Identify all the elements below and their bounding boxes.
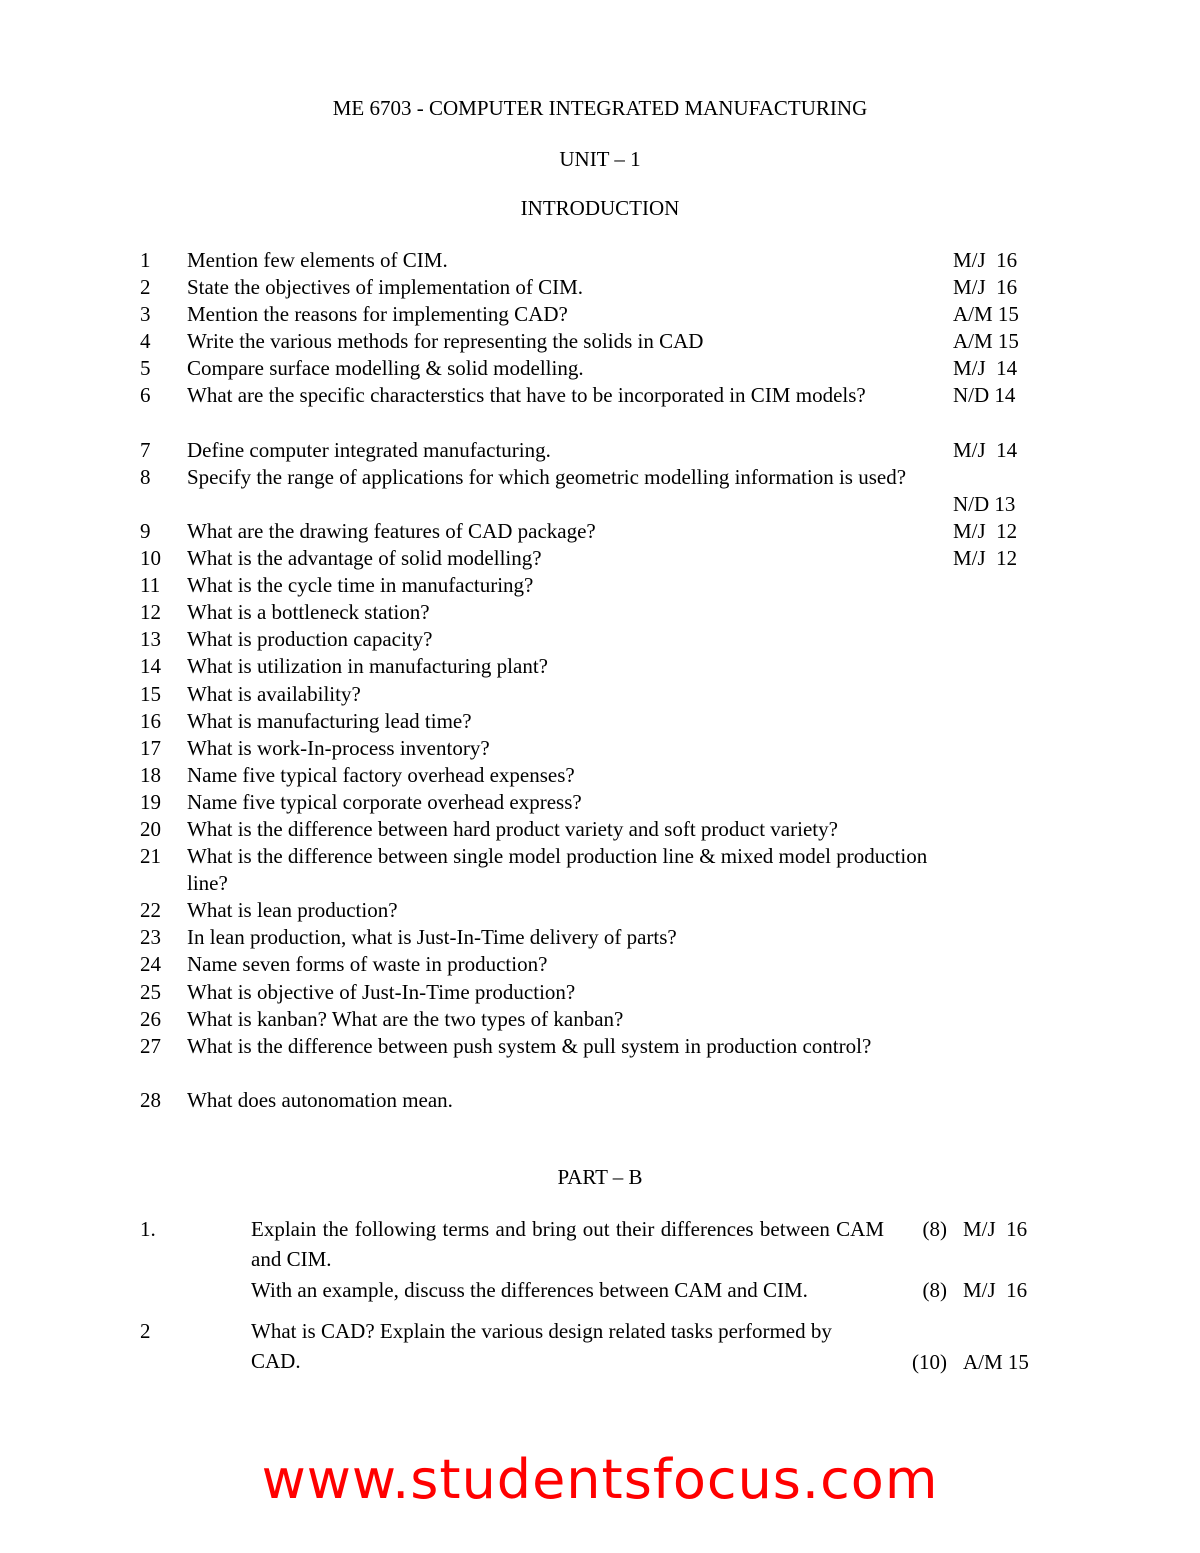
question-row xyxy=(0,816,1200,843)
question-text: What is utilization in manufacturing plant? xyxy=(187,654,548,679)
question-number: 16 xyxy=(140,708,161,733)
question-number: 1 xyxy=(140,248,151,272)
exam-reference: M/J 12 xyxy=(953,518,1018,543)
question-text: Specify the range of applications for which geometric modelling information is used? xyxy=(187,464,907,489)
question-number: 19 xyxy=(140,789,161,814)
question-number: 27 xyxy=(140,1033,161,1058)
question-text: What does autonomation mean. xyxy=(187,1087,453,1112)
question-number: 10 xyxy=(140,546,161,571)
question-row xyxy=(0,301,1200,328)
exam-reference: M/J 14 xyxy=(953,356,1018,381)
question-text: Mention few elements of CIM. xyxy=(187,248,448,272)
question-marks: (8) xyxy=(922,1278,947,1302)
question-text: What is the cycle time in manufacturing? xyxy=(187,573,534,598)
question-text: State the objectives of implementation of CIM. xyxy=(187,275,583,300)
question-row xyxy=(0,843,1200,897)
question-marks: (8) xyxy=(922,1217,947,1241)
section-heading: INTRODUCTION xyxy=(520,196,680,220)
question-number: 12 xyxy=(140,600,161,625)
question-text: What are the specific characterstics that have to be incorporated in CIM models? xyxy=(187,383,866,408)
question-text: Compare surface modelling & solid modelling. xyxy=(187,356,584,381)
exam-reference: M/J 16 xyxy=(953,275,1018,300)
question-number: 5 xyxy=(140,356,151,381)
question-number: 14 xyxy=(140,654,161,679)
question-number: 1. xyxy=(140,1217,156,1241)
question-row xyxy=(0,789,1200,816)
question-row xyxy=(0,762,1200,789)
question-number: 4 xyxy=(140,329,151,354)
question-number: 11 xyxy=(140,573,161,598)
question-text: What is kanban? What are the two types of kanban? xyxy=(187,1006,624,1031)
exam-reference: N/D 13 xyxy=(953,491,1016,516)
question-marks: (10) xyxy=(912,1350,947,1374)
question-number: 9 xyxy=(140,518,151,543)
question-number: 2 xyxy=(140,1319,151,1343)
exam-reference: A/M 15 xyxy=(953,302,1019,327)
question-number: 13 xyxy=(140,627,161,652)
question-number: 3 xyxy=(140,302,151,327)
question-row xyxy=(0,464,1200,518)
question-row xyxy=(0,247,1200,274)
website-watermark: www.studentsfocus.com xyxy=(261,1448,939,1511)
question-number: 15 xyxy=(140,681,161,706)
question-row xyxy=(0,382,1200,436)
question-number: 20 xyxy=(140,816,161,841)
question-row xyxy=(0,599,1200,626)
question-row xyxy=(0,355,1200,382)
question-text: In lean production, what is Just-In-Time delivery of parts? xyxy=(187,925,677,950)
question-row xyxy=(0,1087,1200,1114)
question-number: 28 xyxy=(140,1087,161,1112)
question-row xyxy=(0,951,1200,978)
question-text: What is the difference between push system & pull system in production control? xyxy=(187,1033,872,1058)
question-number: 25 xyxy=(140,979,161,1004)
exam-reference: A/M 15 xyxy=(963,1350,1029,1374)
question-text: Write the various methods for representing the solids in CAD xyxy=(187,329,704,354)
question-row xyxy=(0,681,1200,708)
exam-reference: A/M 15 xyxy=(953,329,1019,354)
question-number: 26 xyxy=(140,1006,161,1031)
exam-reference: M/J 16 xyxy=(963,1217,1028,1241)
question-number: 2 xyxy=(140,275,151,300)
question-number: 7 xyxy=(140,437,151,462)
question-text: Explain the following terms and bring out their differences between CAM and CIM. xyxy=(251,1217,884,1271)
question-row xyxy=(0,979,1200,1006)
question-row xyxy=(0,1033,1200,1087)
question-row xyxy=(0,572,1200,599)
question-number: 24 xyxy=(140,952,161,977)
question-text: Define computer integrated manufacturing. xyxy=(187,437,551,462)
question-row xyxy=(0,924,1200,951)
question-number: 21 xyxy=(140,844,161,869)
question-text: What is the difference between hard product variety and soft product variety? xyxy=(187,816,838,841)
question-row xyxy=(0,897,1200,924)
question-text: What is CAD? Explain the various design related tasks performed by CAD. xyxy=(251,1319,832,1373)
question-text: Name five typical corporate overhead express? xyxy=(187,789,582,814)
question-row xyxy=(0,653,1200,680)
question-row xyxy=(0,274,1200,301)
part-a-question-list xyxy=(0,247,1200,1114)
exam-reference: N/D 14 xyxy=(953,383,1016,408)
question-row xyxy=(0,708,1200,735)
unit-heading: UNIT – 1 xyxy=(559,147,641,171)
question-row xyxy=(0,626,1200,653)
question-row xyxy=(0,735,1200,762)
document-title: ME 6703 - COMPUTER INTEGRATED MANUFACTURING xyxy=(332,96,868,120)
question-text: What is availability? xyxy=(187,681,361,706)
question-number: 22 xyxy=(140,898,161,923)
question-number: 8 xyxy=(140,464,151,489)
question-row xyxy=(0,328,1200,355)
question-text: What is production capacity? xyxy=(187,627,433,652)
question-row xyxy=(0,545,1200,572)
question-row xyxy=(0,1006,1200,1033)
question-text: What are the drawing features of CAD package? xyxy=(187,518,596,543)
question-text: What is the advantage of solid modelling? xyxy=(187,546,542,571)
question-text: What is a bottleneck station? xyxy=(187,600,430,625)
question-number: 18 xyxy=(140,762,161,787)
question-text: What is manufacturing lead time? xyxy=(187,708,472,733)
question-number: 23 xyxy=(140,925,161,950)
question-text: What is lean production? xyxy=(187,898,398,923)
exam-reference: M/J 16 xyxy=(953,248,1018,272)
question-text: What is work-In-process inventory? xyxy=(187,735,490,760)
exam-reference: M/J 16 xyxy=(963,1278,1028,1302)
exam-reference: M/J 12 xyxy=(953,546,1018,571)
part-b-heading: PART – B xyxy=(557,1165,643,1189)
question-text: Name five typical factory overhead expenses? xyxy=(187,762,575,787)
question-text: Mention the reasons for implementing CAD? xyxy=(187,302,568,327)
question-text: What is the difference between single model production line & mixed model production line? xyxy=(187,844,928,896)
question-text: Name seven forms of waste in production? xyxy=(187,952,548,977)
question-row xyxy=(0,437,1200,464)
question-number: 6 xyxy=(140,383,151,408)
exam-reference: M/J 14 xyxy=(953,437,1018,462)
question-row xyxy=(0,518,1200,545)
question-text: What is objective of Just-In-Time production? xyxy=(187,979,576,1004)
question-text: With an example, discuss the differences between CAM and CIM. xyxy=(251,1278,808,1302)
question-number: 17 xyxy=(140,735,161,760)
